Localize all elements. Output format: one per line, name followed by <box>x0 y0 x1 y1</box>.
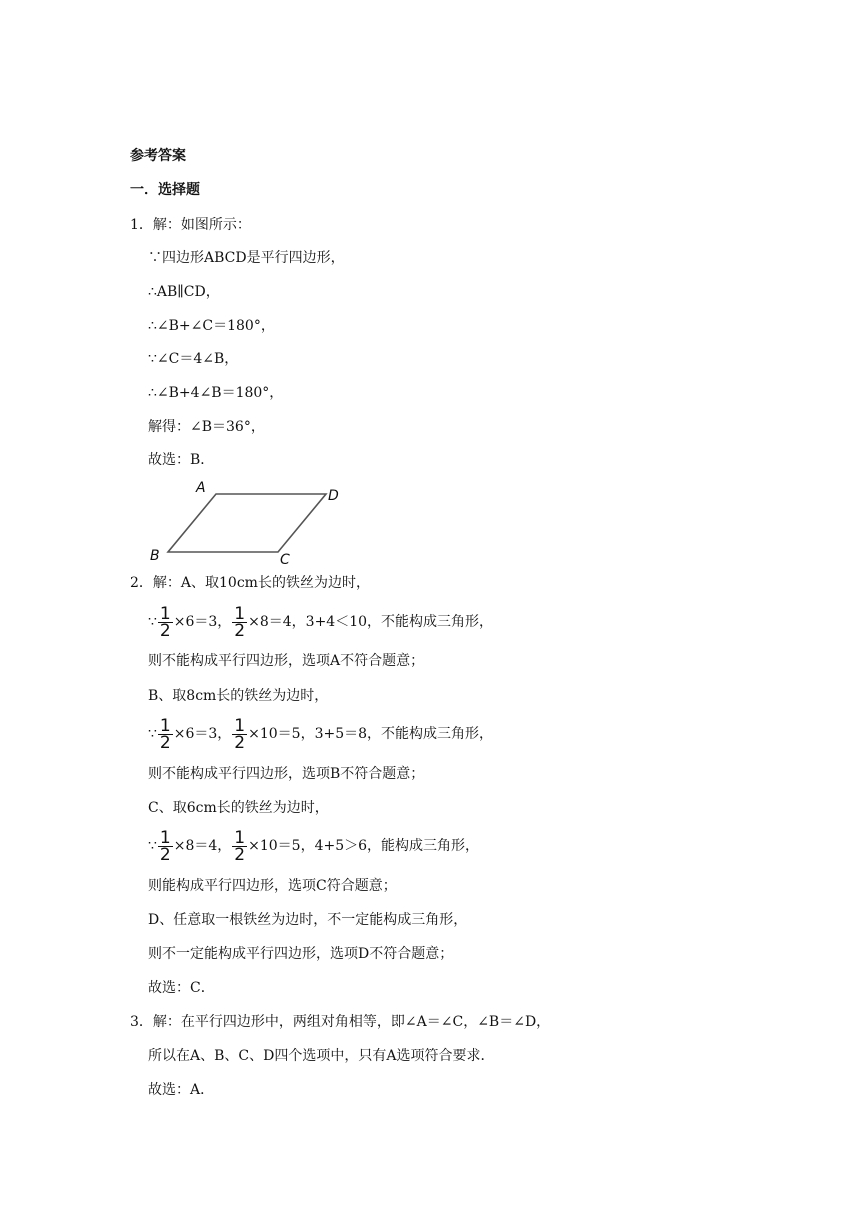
vertex-label-c: C <box>280 552 290 568</box>
fraction <box>158 827 173 865</box>
fraction <box>232 827 247 865</box>
fraction-denominator: 2 <box>234 620 246 641</box>
q2-fraction-line-1 <box>148 602 493 642</box>
q1-line-4: ∴∠B+∠C＝180°， <box>148 318 275 334</box>
because-symbol: ∵ <box>148 614 157 630</box>
q2-fraction-line-2 <box>148 714 493 754</box>
q2-line-1: 2．解：A、取10cm长的铁丝为边时， <box>130 575 370 591</box>
expression-text: ×10＝5，4+5＞6，能构成三角形， <box>248 838 480 854</box>
q1-line-7: 解得：∠B＝36°， <box>148 419 265 435</box>
q3-line-3: 故选：A． <box>148 1082 215 1098</box>
vertex-label-a: A <box>196 480 206 496</box>
vertex-label-b: B <box>150 548 160 564</box>
q1-line-1: 1．解：如图所示： <box>130 217 251 233</box>
q2-line-5: C、取6cm长的铁丝为边时， <box>148 800 329 816</box>
fraction-denominator: 2 <box>159 844 171 865</box>
fraction-numerator: 1 <box>234 827 246 848</box>
q2-fraction-line-3 <box>148 826 479 866</box>
q2-line-2: 则不能构成平行四边形，选项A不符合题意； <box>148 653 425 669</box>
q3-line-1: 3．解：在平行四边形中，两组对角相等，即∠A＝∠C，∠B＝∠D， <box>130 1014 551 1030</box>
fraction-numerator: 1 <box>234 603 246 624</box>
q1-line-5: ∵∠C＝4∠B， <box>148 351 239 367</box>
q1-line-8: 故选：B． <box>148 452 215 468</box>
q2-line-6: 则能构成平行四边形，选项C符合题意； <box>148 878 397 894</box>
fraction <box>232 715 247 753</box>
q2-line-7: D、任意取一根铁丝为边时，不一定能构成三角形， <box>148 912 468 928</box>
q2-line-3: B、取8cm长的铁丝为边时， <box>148 688 329 704</box>
parallelogram-figure <box>144 478 354 568</box>
q1-line-3: ∴AB∥CD， <box>148 284 220 300</box>
expression-text: ×6＝3， <box>173 726 232 742</box>
expression-text: ×10＝5，3+5＝8，不能构成三角形， <box>248 726 494 742</box>
fraction-denominator: 2 <box>159 620 171 641</box>
fraction <box>158 715 173 753</box>
q2-line-8: 则不一定能构成平行四边形，选项D不符合题意； <box>148 946 454 962</box>
fraction-denominator: 2 <box>159 732 171 753</box>
q2-line-9: 故选：C． <box>148 980 215 996</box>
expression-text: ×8＝4，3+4＜10，不能构成三角形， <box>248 614 494 630</box>
fraction-numerator: 1 <box>234 715 246 736</box>
expression-text: ×8＝4， <box>173 838 232 854</box>
fraction-numerator: 1 <box>159 715 171 736</box>
fraction <box>232 603 247 641</box>
q3-line-2: 所以在A、B、C、D四个选项中，只有A选项符合要求． <box>148 1048 495 1064</box>
parallelogram-shape <box>168 494 326 552</box>
vertex-label-d: D <box>328 488 339 504</box>
section-title: 一．选择题 <box>130 182 200 198</box>
q1-line-6: ∴∠B+4∠B＝180°， <box>148 385 284 401</box>
fraction-denominator: 2 <box>234 732 246 753</box>
expression-text: ×6＝3， <box>173 614 232 630</box>
q2-line-4: 则不能构成平行四边形，选项B不符合题意； <box>148 766 425 782</box>
fraction-denominator: 2 <box>234 844 246 865</box>
answer-title: 参考答案 <box>130 148 186 164</box>
because-symbol: ∵ <box>148 838 157 854</box>
because-symbol: ∵ <box>148 726 157 742</box>
fraction-numerator: 1 <box>159 827 171 848</box>
fraction <box>158 603 173 641</box>
q1-line-2: ∵四边形ABCD是平行四边形， <box>148 250 345 266</box>
fraction-numerator: 1 <box>159 603 171 624</box>
